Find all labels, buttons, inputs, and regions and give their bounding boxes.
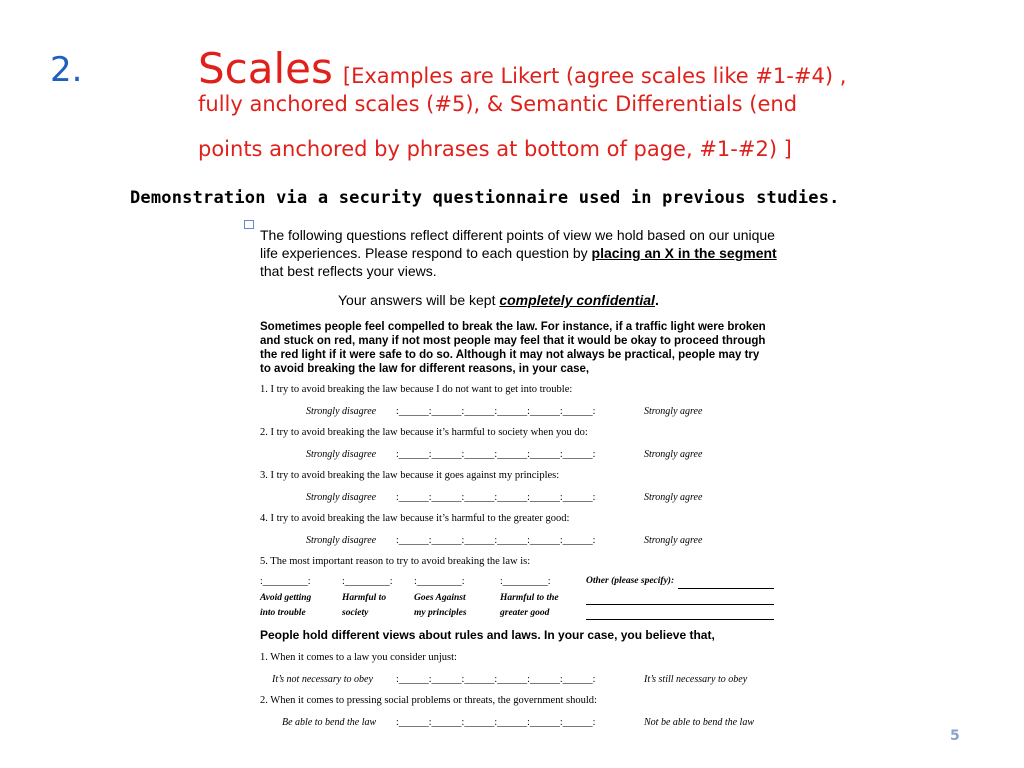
likert-scale-3: :______:______:______:______:______:______:	[396, 492, 596, 503]
instructions-part1: The following questions reflect different points of view we hold based on our unique life experiences. Please respond to each question by	[260, 227, 775, 261]
likert-scale-4: :______:______:______:______:______:______:	[396, 535, 596, 546]
likert-question-3: 3. I try to avoid breaking the law because it goes against my principles:	[260, 470, 560, 481]
title-bracket-line2: fully anchored scales (#5), & Semantic Differentials (end	[198, 92, 798, 116]
likert-question-4: 4. I try to avoid breaking the law because it’s harmful to the greater good:	[260, 513, 570, 524]
q5-option-1	[260, 591, 311, 621]
q5-option-3-line1: Goes Against	[414, 593, 466, 603]
q5-other-label: Other (please specify):	[586, 576, 675, 586]
q5-other-line-1	[678, 588, 774, 589]
q5-option-1-line1: Avoid getting	[260, 593, 312, 603]
likert-left-anchor-2: Strongly disagree	[306, 449, 377, 460]
q5-blank-3: :_________:	[414, 576, 465, 587]
preamble: Sometimes people feel compelled to break the law. For instance, if a traffic light were broken and stuck on red, many if not most people may feel that it would be okay to proceed through the red light if it were safe to do so. Although it may not always be practical, people may try to avoid breaking the law for different reasons, in your case,	[260, 321, 766, 375]
likert-left-anchor-1: Strongly disagree	[306, 406, 377, 417]
instructions-emphasis: placing an X in the segment	[591, 245, 777, 261]
q5-option-2-line1: Harmful to	[342, 593, 387, 603]
q5-question: 5. The most important reason to try to avoid breaking the law is:	[260, 556, 531, 567]
section-2-heading: People hold different views about rules and laws. In your case, you believe that,	[260, 628, 715, 642]
document-anchor-icon	[244, 220, 254, 229]
semantic-question-2: 2. When it comes to pressing social problems or threats, the government should:	[260, 695, 597, 706]
instructions-part2: that best reflects your views.	[260, 263, 437, 279]
confid-pre: Your answers will be kept	[338, 292, 500, 308]
q5-option-3	[414, 591, 467, 621]
q5-option-1-line2: into trouble	[260, 608, 306, 618]
semantic-right-anchor-2: Not be able to bend the law	[644, 717, 754, 728]
page-number: 5	[950, 728, 960, 744]
q5-blank-4: :_________:	[500, 576, 551, 587]
semantic-left-anchor-2: Be able to bend the law	[282, 717, 377, 728]
semantic-scale-2: :______:______:______:______:______:______:	[396, 717, 596, 728]
semantic-question-1: 1. When it comes to a law you consider unjust:	[260, 652, 457, 663]
q5-option-4-line1: Harmful to the	[500, 593, 559, 603]
q5-blank-1: :_________:	[260, 576, 311, 587]
likert-right-anchor-1: Strongly agree	[644, 406, 703, 417]
likert-question-1: 1. I try to avoid breaking the law because I do not want to get into trouble:	[260, 384, 573, 395]
semantic-scale-1: :______:______:______:______:______:______:	[396, 674, 596, 685]
likert-left-anchor-4: Strongly disagree	[306, 535, 377, 546]
q5-option-3-line2: my principles	[414, 608, 467, 618]
slide-title	[198, 44, 978, 165]
title-word: Scales	[198, 44, 333, 93]
likert-scale-2: :______:______:______:______:______:______:	[396, 449, 596, 460]
slide-subtitle: Demonstration via a security questionnaire used in previous studies.	[130, 188, 840, 208]
q5-other-line-3	[586, 619, 774, 620]
likert-right-anchor-4: Strongly agree	[644, 535, 703, 546]
q5-option-2	[342, 591, 386, 621]
semantic-right-anchor-1: It’s still necessary to obey	[644, 674, 748, 685]
likert-right-anchor-2: Strongly agree	[644, 449, 703, 460]
slide-number: 2.	[50, 50, 83, 90]
confidentiality-note	[338, 292, 659, 308]
likert-scale-1: :______:______:______:______:______:______:	[396, 406, 596, 417]
q5-other-line-2	[586, 604, 774, 605]
likert-question-2: 2. I try to avoid breaking the law because it’s harmful to society when you do:	[260, 427, 588, 438]
instructions	[260, 226, 790, 280]
title-bracket-line3: points anchored by phrases at bottom of page, #1-#2) ]	[198, 137, 792, 161]
semantic-left-anchor-1: It’s not necessary to obey	[272, 674, 373, 685]
confid-post: .	[654, 292, 659, 308]
q5-option-2-line2: society	[342, 608, 369, 618]
title-bracket-line1: [Examples are Likert (agree scales like #1-#4) ,	[342, 64, 847, 88]
likert-right-anchor-3: Strongly agree	[644, 492, 703, 503]
confid-emphasis: completely confidential	[499, 292, 655, 308]
q5-option-4	[500, 591, 559, 621]
likert-left-anchor-3: Strongly disagree	[306, 492, 377, 503]
q5-blank-2: :_________:	[342, 576, 393, 587]
q5-option-4-line2: greater good	[500, 608, 550, 618]
